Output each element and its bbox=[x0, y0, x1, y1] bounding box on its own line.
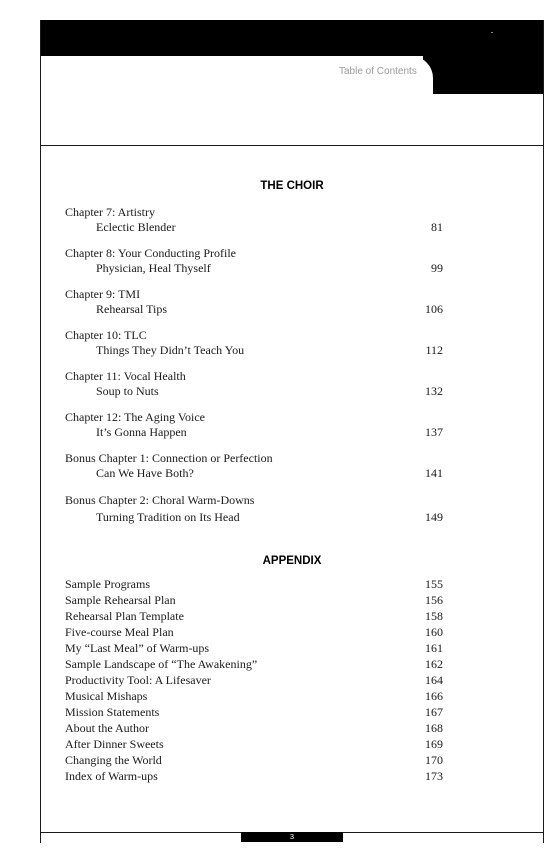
appendix-page-number: 155 bbox=[425, 577, 443, 591]
appendix-item[interactable] bbox=[65, 656, 443, 672]
page-frame bbox=[40, 20, 544, 843]
appendix-item-label: Musical Mishaps bbox=[65, 689, 148, 703]
toc-chapter: Chapter 12: The Aging Voice bbox=[65, 410, 205, 424]
toc-chapter: Chapter 11: Vocal Health bbox=[65, 369, 186, 383]
appendix-item-label: Sample Programs bbox=[65, 577, 150, 591]
appendix-page-number: 158 bbox=[425, 609, 443, 623]
toc-subtitle: Soup to Nuts bbox=[96, 384, 159, 398]
appendix-page-number: 169 bbox=[425, 737, 443, 751]
appendix-item[interactable] bbox=[65, 768, 443, 784]
appendix-item-label: Rehearsal Plan Template bbox=[65, 609, 184, 623]
appendix-item[interactable] bbox=[65, 592, 443, 608]
running-title: Table of Contents bbox=[339, 66, 417, 77]
appendix-list bbox=[65, 576, 443, 784]
appendix-page-number: 166 bbox=[425, 689, 443, 703]
appendix-item-label: Sample Landscape of “The Awakening” bbox=[65, 657, 258, 671]
toc-subtitle: Rehearsal Tips bbox=[96, 302, 168, 316]
appendix-item[interactable] bbox=[65, 752, 443, 768]
appendix-item[interactable] bbox=[65, 720, 443, 736]
toc-entry[interactable] bbox=[65, 492, 443, 526]
toc-page-number: 137 bbox=[425, 425, 443, 439]
footer-page-number: 3 bbox=[241, 832, 343, 842]
toc-chapter: Bonus Chapter 2: Choral Warm-Downs bbox=[65, 493, 255, 507]
appendix-item-label: Index of Warm-ups bbox=[65, 769, 158, 783]
toc-page-number: 112 bbox=[425, 343, 443, 357]
appendix-item-label: Changing the World bbox=[65, 753, 162, 767]
toc-entry[interactable] bbox=[65, 369, 443, 399]
toc-page-number: 81 bbox=[431, 220, 443, 234]
appendix-page-number: 156 bbox=[425, 593, 443, 607]
section-title-appendix: APPENDIX bbox=[262, 555, 322, 567]
header-tab bbox=[423, 56, 543, 94]
appendix-item[interactable] bbox=[65, 704, 443, 720]
appendix-item-label: About the Author bbox=[65, 721, 149, 735]
appendix-page-number: 164 bbox=[425, 673, 443, 687]
toc-subtitle: Eclectic Blender bbox=[96, 220, 176, 234]
appendix-page-number: 167 bbox=[425, 705, 443, 719]
toc-page-number: 141 bbox=[425, 466, 443, 480]
toc-chapter: Chapter 10: TLC bbox=[65, 328, 147, 342]
appendix-page-number: 161 bbox=[425, 641, 443, 655]
toc-entry[interactable] bbox=[65, 328, 443, 358]
toc-entry[interactable] bbox=[65, 451, 443, 481]
appendix-item[interactable] bbox=[65, 608, 443, 624]
header-mark bbox=[491, 32, 493, 33]
toc-subtitle: Physician, Heal Thyself bbox=[96, 261, 211, 275]
appendix-item-label: My “Last Meal” of Warm-ups bbox=[65, 641, 210, 655]
toc-subtitle: It’s Gonna Happen bbox=[96, 425, 187, 439]
toc-chapter: Bonus Chapter 1: Connection or Perfection bbox=[65, 451, 273, 465]
appendix-item[interactable] bbox=[65, 688, 443, 704]
appendix-page-number: 168 bbox=[425, 721, 443, 735]
appendix-page-number: 170 bbox=[425, 753, 443, 767]
appendix-item[interactable] bbox=[65, 640, 443, 656]
appendix-item[interactable] bbox=[65, 624, 443, 640]
appendix-item-label: Five-course Meal Plan bbox=[65, 625, 174, 639]
toc-chapter: Chapter 8: Your Conducting Profile bbox=[65, 246, 236, 260]
toc-entry[interactable] bbox=[65, 205, 443, 235]
appendix-item[interactable] bbox=[65, 672, 443, 688]
appendix-page-number: 173 bbox=[425, 769, 443, 783]
appendix-item[interactable] bbox=[65, 736, 443, 752]
appendix-item-label: After Dinner Sweets bbox=[65, 737, 164, 751]
appendix-page-number: 160 bbox=[425, 625, 443, 639]
toc-page-number: 132 bbox=[425, 384, 443, 398]
section-title-choir: THE CHOIR bbox=[260, 180, 324, 192]
toc-subtitle: Turning Tradition on Its Head bbox=[96, 510, 240, 524]
toc-subtitle: Can We Have Both? bbox=[96, 466, 194, 480]
toc-entry[interactable] bbox=[65, 287, 443, 317]
header-band bbox=[41, 20, 543, 56]
toc-subtitle: Things They Didn’t Teach You bbox=[96, 343, 245, 357]
appendix-item-label: Productivity Tool: A Lifesaver bbox=[65, 673, 211, 687]
toc-entry[interactable] bbox=[65, 410, 443, 440]
appendix-item[interactable] bbox=[65, 576, 443, 592]
appendix-page-number: 162 bbox=[425, 657, 443, 671]
header-divider bbox=[41, 145, 543, 146]
toc-page-number: 149 bbox=[425, 510, 443, 524]
appendix-item-label: Mission Statements bbox=[65, 705, 160, 719]
toc-entry[interactable] bbox=[65, 246, 443, 276]
toc-chapter: Chapter 9: TMI bbox=[65, 287, 141, 301]
toc-chapter: Chapter 7: Artistry bbox=[65, 205, 155, 219]
appendix-item-label: Sample Rehearsal Plan bbox=[65, 593, 176, 607]
toc-page-number: 99 bbox=[431, 261, 443, 275]
toc-page-number: 106 bbox=[425, 302, 443, 316]
